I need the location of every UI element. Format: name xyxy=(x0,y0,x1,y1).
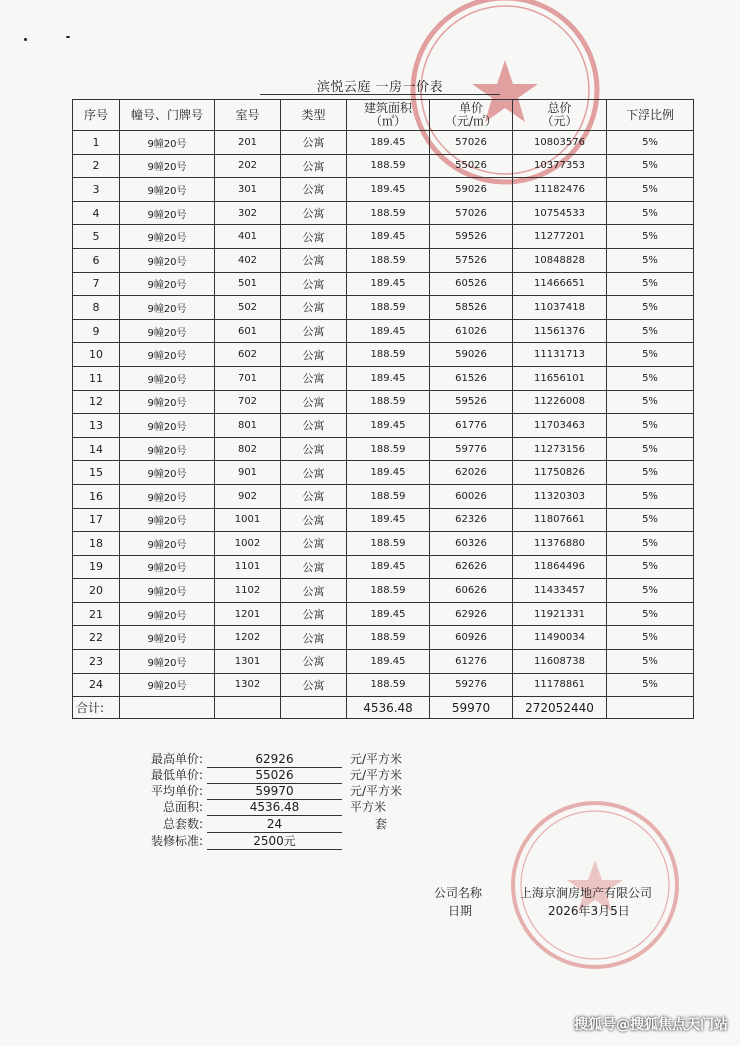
row-area: 189.45 xyxy=(347,555,430,579)
row-total-price: 11921331 xyxy=(513,602,607,626)
table-row xyxy=(73,319,694,343)
row-type: 公寓 xyxy=(281,296,347,320)
stat-unit: 元/平方米 xyxy=(350,768,403,782)
row-seq: 14 xyxy=(73,437,120,461)
row-type: 公寓 xyxy=(281,650,347,674)
row-area: 189.45 xyxy=(347,461,430,485)
row-unit-price: 59776 xyxy=(430,437,513,461)
row-total-price: 11490034 xyxy=(513,626,607,650)
row-building: 9幢20号 xyxy=(120,650,215,674)
table-row xyxy=(73,650,694,674)
row-area: 189.45 xyxy=(347,319,430,343)
row-total-price: 11277201 xyxy=(513,225,607,249)
source-watermark: 搜狐号@搜狐焦点天门站 xyxy=(574,1017,728,1033)
stat-value: 2500元 xyxy=(207,833,342,850)
row-seq: 7 xyxy=(73,272,120,296)
header-seq: 序号 xyxy=(73,100,120,131)
row-total-price: 11750826 xyxy=(513,461,607,485)
totals-unit-price: 59970 xyxy=(430,697,513,719)
row-unit-price: 57526 xyxy=(430,248,513,272)
row-total-price: 11178861 xyxy=(513,673,607,697)
row-discount: 5% xyxy=(607,343,694,367)
row-total-price: 11807661 xyxy=(513,508,607,532)
stat-value: 24 xyxy=(207,816,342,833)
row-discount: 5% xyxy=(607,225,694,249)
row-room: 902 xyxy=(215,484,281,508)
row-room: 402 xyxy=(215,248,281,272)
row-discount: 5% xyxy=(607,508,694,532)
row-seq: 24 xyxy=(73,673,120,697)
totals-total-price: 272052440 xyxy=(513,697,607,719)
row-unit-price: 62926 xyxy=(430,602,513,626)
row-discount: 5% xyxy=(607,484,694,508)
stat-unit: 平方米 xyxy=(350,800,387,814)
row-area: 188.59 xyxy=(347,296,430,320)
row-room: 501 xyxy=(215,272,281,296)
row-area: 189.45 xyxy=(347,650,430,674)
row-unit-price: 55026 xyxy=(430,154,513,178)
row-unit-price: 59026 xyxy=(430,343,513,367)
table-row xyxy=(73,225,694,249)
row-room: 701 xyxy=(215,366,281,390)
stat-value: 59970 xyxy=(207,783,342,800)
totals-empty xyxy=(120,697,215,719)
scan-speck xyxy=(66,36,70,38)
table-header-row xyxy=(73,100,694,131)
row-area: 188.59 xyxy=(347,484,430,508)
row-total-price: 11376880 xyxy=(513,532,607,556)
row-unit-price: 59276 xyxy=(430,673,513,697)
row-building: 9幢20号 xyxy=(120,579,215,603)
row-unit-price: 60926 xyxy=(430,626,513,650)
row-discount: 5% xyxy=(607,461,694,485)
row-type: 公寓 xyxy=(281,201,347,225)
row-type: 公寓 xyxy=(281,532,347,556)
row-building: 9幢20号 xyxy=(120,319,215,343)
row-seq: 19 xyxy=(73,555,120,579)
row-type: 公寓 xyxy=(281,508,347,532)
row-discount: 5% xyxy=(607,532,694,556)
table-row xyxy=(73,296,694,320)
row-discount: 5% xyxy=(607,390,694,414)
row-room: 1302 xyxy=(215,673,281,697)
row-room: 601 xyxy=(215,319,281,343)
row-area: 188.59 xyxy=(347,343,430,367)
row-type: 公寓 xyxy=(281,225,347,249)
row-type: 公寓 xyxy=(281,437,347,461)
row-seq: 8 xyxy=(73,296,120,320)
row-room: 801 xyxy=(215,414,281,438)
document-date: 2026年3月5日 xyxy=(548,904,630,918)
stat-label: 平均单价: xyxy=(150,784,203,798)
table-row xyxy=(73,461,694,485)
table-row xyxy=(73,626,694,650)
row-building: 9幢20号 xyxy=(120,602,215,626)
table-row xyxy=(73,178,694,202)
row-seq: 3 xyxy=(73,178,120,202)
row-unit-price: 61776 xyxy=(430,414,513,438)
row-type: 公寓 xyxy=(281,248,347,272)
row-area: 188.59 xyxy=(347,673,430,697)
row-type: 公寓 xyxy=(281,484,347,508)
row-seq: 2 xyxy=(73,154,120,178)
row-room: 901 xyxy=(215,461,281,485)
row-discount: 5% xyxy=(607,555,694,579)
row-room: 401 xyxy=(215,225,281,249)
row-type: 公寓 xyxy=(281,673,347,697)
row-area: 189.45 xyxy=(347,131,430,155)
row-seq: 11 xyxy=(73,366,120,390)
stat-value: 62926 xyxy=(207,751,342,768)
row-building: 9幢20号 xyxy=(120,532,215,556)
row-area: 189.45 xyxy=(347,414,430,438)
totals-label: 合计: xyxy=(73,697,120,719)
row-building: 9幢20号 xyxy=(120,225,215,249)
row-unit-price: 60526 xyxy=(430,272,513,296)
table-row xyxy=(73,343,694,367)
row-type: 公寓 xyxy=(281,131,347,155)
row-seq: 10 xyxy=(73,343,120,367)
row-seq: 12 xyxy=(73,390,120,414)
row-area: 188.59 xyxy=(347,201,430,225)
row-type: 公寓 xyxy=(281,319,347,343)
row-type: 公寓 xyxy=(281,272,347,296)
row-type: 公寓 xyxy=(281,343,347,367)
row-seq: 15 xyxy=(73,461,120,485)
table-row xyxy=(73,390,694,414)
row-total-price: 10754533 xyxy=(513,201,607,225)
row-type: 公寓 xyxy=(281,579,347,603)
row-room: 1101 xyxy=(215,555,281,579)
stat-unit: 元/平方米 xyxy=(350,784,403,798)
row-discount: 5% xyxy=(607,579,694,603)
row-total-price: 10803576 xyxy=(513,131,607,155)
row-total-price: 10377353 xyxy=(513,154,607,178)
header-room: 室号 xyxy=(215,100,281,131)
row-building: 9幢20号 xyxy=(120,461,215,485)
row-type: 公寓 xyxy=(281,366,347,390)
row-building: 9幢20号 xyxy=(120,437,215,461)
row-unit-price: 57026 xyxy=(430,201,513,225)
row-discount: 5% xyxy=(607,626,694,650)
row-type: 公寓 xyxy=(281,390,347,414)
date-label: 日期 xyxy=(448,904,473,918)
row-total-price: 11273156 xyxy=(513,437,607,461)
scan-speck xyxy=(24,38,27,41)
row-discount: 5% xyxy=(607,178,694,202)
row-total-price: 11864496 xyxy=(513,555,607,579)
row-room: 1002 xyxy=(215,532,281,556)
row-area: 189.45 xyxy=(347,178,430,202)
table-row xyxy=(73,366,694,390)
row-building: 9幢20号 xyxy=(120,154,215,178)
row-room: 202 xyxy=(215,154,281,178)
row-building: 9幢20号 xyxy=(120,272,215,296)
row-total-price: 11433457 xyxy=(513,579,607,603)
table-row xyxy=(73,484,694,508)
table-row xyxy=(73,579,694,603)
row-unit-price: 60026 xyxy=(430,484,513,508)
row-total-price: 11182476 xyxy=(513,178,607,202)
price-list-table xyxy=(72,99,694,719)
table-row xyxy=(73,508,694,532)
row-seq: 17 xyxy=(73,508,120,532)
row-discount: 5% xyxy=(607,650,694,674)
table-row xyxy=(73,201,694,225)
row-total-price: 11131713 xyxy=(513,343,607,367)
company-name-label: 公司名称 xyxy=(434,886,483,900)
row-discount: 5% xyxy=(607,248,694,272)
row-type: 公寓 xyxy=(281,461,347,485)
header-discount: 下浮比例 xyxy=(607,100,694,131)
row-discount: 5% xyxy=(607,602,694,626)
table-row xyxy=(73,272,694,296)
row-discount: 5% xyxy=(607,366,694,390)
stat-value: 4536.48 xyxy=(207,799,342,816)
row-building: 9幢20号 xyxy=(120,626,215,650)
row-seq: 4 xyxy=(73,201,120,225)
row-unit-price: 60626 xyxy=(430,579,513,603)
stat-unit: 元/平方米 xyxy=(350,752,403,766)
row-building: 9幢20号 xyxy=(120,390,215,414)
row-unit-price: 57026 xyxy=(430,131,513,155)
row-unit-price: 60326 xyxy=(430,532,513,556)
row-room: 1301 xyxy=(215,650,281,674)
header-unit-price: 单价 （元/㎡） xyxy=(430,100,513,131)
table-row xyxy=(73,248,694,272)
row-building: 9幢20号 xyxy=(120,414,215,438)
row-unit-price: 61026 xyxy=(430,319,513,343)
row-room: 1202 xyxy=(215,626,281,650)
stat-label: 最高单价: xyxy=(150,752,203,766)
row-room: 502 xyxy=(215,296,281,320)
row-discount: 5% xyxy=(607,673,694,697)
row-room: 301 xyxy=(215,178,281,202)
row-discount: 5% xyxy=(607,414,694,438)
row-area: 189.45 xyxy=(347,366,430,390)
table-row xyxy=(73,131,694,155)
row-discount: 5% xyxy=(607,201,694,225)
table-row xyxy=(73,673,694,697)
company-name: 上海京涧房地产有限公司 xyxy=(520,886,653,900)
row-area: 188.59 xyxy=(347,532,430,556)
row-seq: 6 xyxy=(73,248,120,272)
header-building: 幢号、门牌号 xyxy=(120,100,215,131)
row-total-price: 11466651 xyxy=(513,272,607,296)
row-type: 公寓 xyxy=(281,178,347,202)
row-unit-price: 61526 xyxy=(430,366,513,390)
row-area: 188.59 xyxy=(347,579,430,603)
row-seq: 23 xyxy=(73,650,120,674)
row-discount: 5% xyxy=(607,437,694,461)
table-row xyxy=(73,437,694,461)
row-building: 9幢20号 xyxy=(120,508,215,532)
header-type: 类型 xyxy=(281,100,347,131)
stat-label: 最低单价: xyxy=(150,768,203,782)
row-seq: 20 xyxy=(73,579,120,603)
row-type: 公寓 xyxy=(281,555,347,579)
row-seq: 18 xyxy=(73,532,120,556)
table-row xyxy=(73,602,694,626)
stat-label: 装修标准: xyxy=(150,834,203,848)
row-building: 9幢20号 xyxy=(120,484,215,508)
row-unit-price: 59026 xyxy=(430,178,513,202)
header-total-price: 总价 （元） xyxy=(513,100,607,131)
row-building: 9幢20号 xyxy=(120,366,215,390)
row-area: 189.45 xyxy=(347,508,430,532)
row-type: 公寓 xyxy=(281,602,347,626)
row-unit-price: 62026 xyxy=(430,461,513,485)
row-seq: 21 xyxy=(73,602,120,626)
row-type: 公寓 xyxy=(281,414,347,438)
row-room: 201 xyxy=(215,131,281,155)
document-title: 滨悦云庭 一房一价表 xyxy=(260,76,500,95)
row-room: 702 xyxy=(215,390,281,414)
stat-unit: 套 xyxy=(375,817,388,831)
totals-empty xyxy=(607,697,694,719)
row-unit-price: 59526 xyxy=(430,225,513,249)
row-area: 188.59 xyxy=(347,154,430,178)
row-unit-price: 59526 xyxy=(430,390,513,414)
row-building: 9幢20号 xyxy=(120,131,215,155)
row-discount: 5% xyxy=(607,154,694,178)
row-building: 9幢20号 xyxy=(120,673,215,697)
row-total-price: 11656101 xyxy=(513,366,607,390)
row-unit-price: 62326 xyxy=(430,508,513,532)
row-room: 802 xyxy=(215,437,281,461)
row-total-price: 11703463 xyxy=(513,414,607,438)
row-unit-price: 62626 xyxy=(430,555,513,579)
stat-label: 总面积: xyxy=(162,800,203,814)
row-building: 9幢20号 xyxy=(120,296,215,320)
row-seq: 22 xyxy=(73,626,120,650)
row-seq: 5 xyxy=(73,225,120,249)
row-area: 188.59 xyxy=(347,626,430,650)
row-discount: 5% xyxy=(607,319,694,343)
row-room: 1102 xyxy=(215,579,281,603)
row-type: 公寓 xyxy=(281,626,347,650)
row-building: 9幢20号 xyxy=(120,555,215,579)
row-room: 302 xyxy=(215,201,281,225)
row-discount: 5% xyxy=(607,272,694,296)
header-area: 建筑面积 （㎡） xyxy=(347,100,430,131)
row-seq: 9 xyxy=(73,319,120,343)
row-discount: 5% xyxy=(607,131,694,155)
totals-area: 4536.48 xyxy=(347,697,430,719)
row-building: 9幢20号 xyxy=(120,248,215,272)
row-building: 9幢20号 xyxy=(120,201,215,225)
row-area: 189.45 xyxy=(347,602,430,626)
row-total-price: 10848828 xyxy=(513,248,607,272)
row-total-price: 11226008 xyxy=(513,390,607,414)
totals-row xyxy=(73,697,694,719)
table-row xyxy=(73,532,694,556)
row-building: 9幢20号 xyxy=(120,178,215,202)
totals-empty xyxy=(281,697,347,719)
row-room: 602 xyxy=(215,343,281,367)
table-row xyxy=(73,414,694,438)
row-room: 1001 xyxy=(215,508,281,532)
row-total-price: 11320303 xyxy=(513,484,607,508)
row-area: 189.45 xyxy=(347,225,430,249)
table-row xyxy=(73,154,694,178)
row-area: 188.59 xyxy=(347,248,430,272)
row-area: 188.59 xyxy=(347,390,430,414)
row-room: 1201 xyxy=(215,602,281,626)
row-total-price: 11037418 xyxy=(513,296,607,320)
row-seq: 13 xyxy=(73,414,120,438)
row-area: 189.45 xyxy=(347,272,430,296)
row-total-price: 11608738 xyxy=(513,650,607,674)
row-seq: 1 xyxy=(73,131,120,155)
totals-empty xyxy=(215,697,281,719)
row-building: 9幢20号 xyxy=(120,343,215,367)
row-total-price: 11561376 xyxy=(513,319,607,343)
row-unit-price: 58526 xyxy=(430,296,513,320)
stat-value: 55026 xyxy=(207,767,342,784)
table-row xyxy=(73,555,694,579)
row-type: 公寓 xyxy=(281,154,347,178)
row-discount: 5% xyxy=(607,296,694,320)
stat-label: 总套数: xyxy=(162,817,203,831)
row-seq: 16 xyxy=(73,484,120,508)
row-unit-price: 61276 xyxy=(430,650,513,674)
row-area: 188.59 xyxy=(347,437,430,461)
